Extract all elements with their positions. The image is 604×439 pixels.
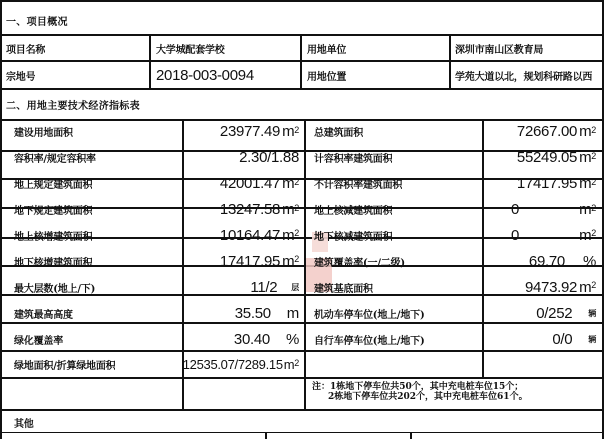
- parcel-value: 2018-003-0094: [156, 66, 254, 84]
- metric-right-unit: 辆: [588, 307, 596, 318]
- metric-left-number: 23977.49: [219, 123, 281, 141]
- metric-right-label: 总建筑面积: [314, 128, 363, 140]
- grid-line: [449, 34, 451, 88]
- grid-line: [149, 34, 151, 88]
- metric-right-label: 自行车停车位(地上/地下): [314, 335, 425, 347]
- metric-right-value: [484, 223, 602, 249]
- metric-row: [0, 248, 604, 274]
- metric-left-label: 容积率/规定容积率: [14, 154, 96, 166]
- metric-left-unit: m: [282, 201, 295, 219]
- metric-right-unit: m: [579, 226, 592, 244]
- metric-row: [0, 197, 604, 223]
- metric-right-number: 0/0: [552, 330, 573, 348]
- metric-left-number: 10164.47: [219, 226, 281, 244]
- metric-row: [0, 274, 604, 300]
- metric-left-value: [183, 248, 303, 274]
- metric-left-number: 11/2: [250, 278, 278, 296]
- metric-left-label: 地下核增建筑面积: [14, 257, 93, 269]
- green-area-number: 12535.07/7289.15: [183, 357, 283, 372]
- location-value: 学苑大道以北，规划科研路以西: [455, 71, 593, 83]
- metric-right-unit: %: [582, 252, 596, 270]
- metric-left-unit: m: [282, 252, 295, 270]
- metric-row: [0, 145, 604, 171]
- metric-left-label: 最大层数(地上/下): [14, 283, 96, 295]
- metric-right-sup: 2: [591, 202, 596, 213]
- grid-line: [300, 34, 302, 88]
- metric-left-label: 地下规定建筑面积: [14, 206, 93, 218]
- green-area-sup: 2: [294, 357, 299, 368]
- metric-left-sup: 2: [294, 202, 299, 213]
- metric-left-label: 地上规定建筑面积: [14, 180, 93, 192]
- metric-right-sup: 2: [591, 150, 596, 161]
- grid-line: [0, 409, 604, 411]
- parking-note: [312, 378, 528, 406]
- metric-left-sup: 2: [294, 124, 299, 135]
- metric-right-number: 17417.95: [516, 175, 578, 193]
- grid-line: [0, 432, 604, 433]
- green-area-value: [183, 352, 303, 377]
- metric-right-sup: 2: [591, 280, 596, 291]
- metric-row: [0, 119, 604, 145]
- metric-left-unit: m: [282, 175, 295, 193]
- metric-right-label: 计容积率建筑面积: [314, 154, 393, 166]
- location-label: 用地位置: [307, 71, 347, 83]
- metric-left-number: 2.30/1.88: [239, 149, 299, 167]
- metric-right-sup: 2: [591, 176, 596, 187]
- metric-right-label: 不计容积率建筑面积: [314, 180, 403, 192]
- parking-note-line2: 2栋地下停车位共202个，其中充电桩车位61个。: [328, 392, 528, 402]
- metric-right-value: [484, 326, 602, 352]
- metric-left-value: [183, 223, 303, 249]
- metric-right-label: 机动车停车位(地上/地下): [314, 309, 425, 321]
- metric-left-value: [183, 119, 303, 145]
- project-name-value: 大学城配套学校: [156, 44, 225, 56]
- metric-left-value: [183, 171, 303, 197]
- metric-left-sup: 2: [294, 254, 299, 265]
- metric-right-number: 9473.92: [524, 278, 578, 296]
- metric-right-number: 69.70: [528, 252, 565, 270]
- metric-left-unit: %: [285, 330, 299, 348]
- metric-left-number: 17417.95: [219, 252, 281, 270]
- metric-right-label: 建筑覆盖率(一/二级): [314, 257, 405, 269]
- metric-right-label: 地下核减建筑面积: [314, 231, 393, 243]
- section2-title: 二、用地主要技术经济指标表: [6, 100, 140, 112]
- grid-line: [265, 432, 267, 439]
- metric-right-unit: m: [579, 149, 592, 167]
- metric-right-value: [484, 145, 602, 171]
- metric-right-number: 0: [511, 226, 520, 244]
- parcel-label: 宗地号: [6, 71, 36, 83]
- metric-right-sup: 2: [591, 228, 596, 239]
- metric-right-number: 0/252: [536, 304, 573, 322]
- metric-right-value: [484, 248, 602, 274]
- metric-left-number: 13247.58: [219, 201, 281, 219]
- metric-right-label: 建筑基底面积: [314, 283, 373, 295]
- metric-left-unit: m: [282, 226, 295, 244]
- metric-left-number: 35.50: [234, 304, 271, 322]
- metric-left-unit: m: [282, 123, 295, 141]
- metric-right-sup: 2: [591, 124, 596, 135]
- grid-line: [410, 432, 412, 439]
- metric-left-unit: 层: [291, 281, 299, 292]
- metric-right-unit: m: [579, 278, 592, 296]
- metric-left-label: 建设用地面积: [14, 128, 73, 140]
- other-label: 其他: [14, 418, 34, 430]
- parking-note-line1: 注：1栋地下停车位共50个，其中充电桩车位15个；: [312, 382, 524, 392]
- metric-left-sup: 2: [294, 228, 299, 239]
- metric-right-label: 地上核减建筑面积: [314, 206, 393, 218]
- section1-title: 一、项目概况: [6, 16, 68, 28]
- metric-right-unit: m: [579, 123, 592, 141]
- metric-left-unit: m: [286, 304, 299, 322]
- metric-right-value: [484, 171, 602, 197]
- metric-row: [0, 300, 604, 326]
- project-name-label: 项目名称: [6, 44, 46, 56]
- metric-left-number: 30.40: [233, 330, 270, 348]
- metric-left-value: [183, 274, 303, 300]
- metric-right-unit: 辆: [588, 333, 596, 344]
- metric-right-number: 0: [511, 201, 520, 219]
- land-unit-value: 深圳市南山区教育局: [455, 44, 544, 56]
- metric-right-unit: m: [579, 201, 592, 219]
- land-unit-label: 用地单位: [307, 44, 347, 56]
- metric-right-number: 72667.00: [516, 123, 578, 141]
- metric-right-value: [484, 300, 602, 326]
- green-area-unit: m: [283, 357, 295, 372]
- metric-left-label: 地上核增建筑面积: [14, 231, 93, 243]
- grid-line: [0, 0, 604, 2]
- metric-left-value: [183, 197, 303, 223]
- metric-row: [0, 223, 604, 249]
- metric-right-unit: m: [579, 175, 592, 193]
- metric-right-number: 55249.05: [516, 149, 578, 167]
- metric-row: [0, 171, 604, 197]
- green-area-label: 绿地面积/折算绿地面积: [14, 361, 116, 372]
- metric-left-value: [183, 145, 303, 171]
- metric-left-value: [183, 326, 303, 352]
- metric-right-value: [484, 119, 602, 145]
- metric-left-number: 42001.47: [219, 175, 281, 193]
- metric-left-sup: 2: [294, 176, 299, 187]
- metric-left-value: [183, 300, 303, 326]
- metric-left-label: 绿化覆盖率: [14, 335, 63, 347]
- metric-right-value: [484, 197, 602, 223]
- metric-left-label: 建筑最高高度: [14, 309, 73, 321]
- metric-right-value: [484, 274, 602, 300]
- metric-row: [0, 326, 604, 352]
